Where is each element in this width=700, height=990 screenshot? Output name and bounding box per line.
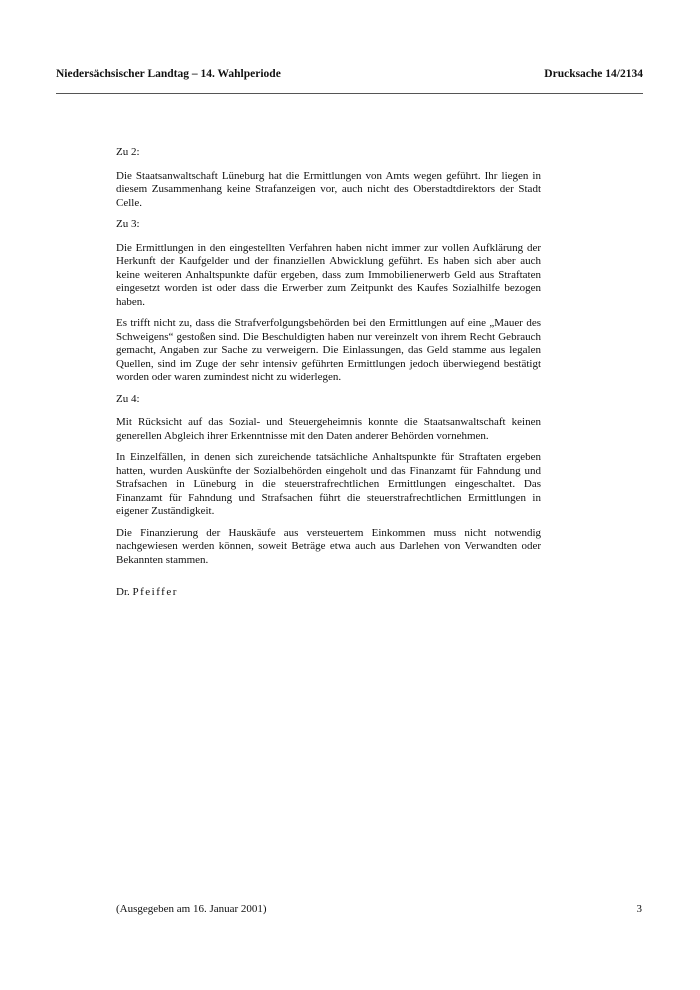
section-label-zu-4: Zu 4: xyxy=(116,392,140,405)
paragraph-zu-3-2: Es trifft nicht zu, dass die Strafverfolgungsbehörden bei den Ermittlungen auf eine „Mauer des Schweigens“ gestoßen sind. Die Beschuldigten haben nur vereinzelt von ihrem Recht Gebrauch gemacht, Angaben zur Sache zu verweigern. Die Einlassungen, das Geld stamme aus legalen Quellen, sind im Zuge der sehr intensiv geführten Ermittlungen jedoch überwiegend bestätigt worden oder waren zumindest nicht zu widerlegen. xyxy=(116,317,541,383)
signature xyxy=(116,586,178,600)
section-label-zu-3: Zu 3: xyxy=(116,218,140,230)
page-number: 3 xyxy=(636,903,642,915)
signature-name: Pfeiffer xyxy=(132,586,178,598)
header-divider xyxy=(56,93,643,94)
signature-title: Dr. xyxy=(116,586,130,598)
issue-date: (Ausgegeben am 16. Januar 2001) xyxy=(116,903,267,915)
document-number: Drucksache 14/2134 xyxy=(544,68,643,80)
paragraph-zu-4-3: Die Finanzierung der Hauskäufe aus versteuertem Einkommen muss nicht notwendig nachgewiesen werden können, soweit Beträge etwa auch aus Darlehen von Verwandten oder Bekannten stammen. xyxy=(116,526,541,566)
paragraph-zu-4-2: In Einzelfällen, in denen sich zureichende tatsächliche Anhaltspunkte für Straftaten ergeben hatten, wurden Auskünfte der Sozialbehörden eingeholt und das Finanzamt für Fahndung und Strafsachen in Lüneburg in die steuerstrafrechtlichen Ermittlungen eingeschaltet. Das Finanzamt für Fahndung und Strafsachen führt die steuerstrafrechtlichen Ermittlungen in eigener Zuständigkeit. xyxy=(116,451,541,517)
paragraph-zu-4-1: Mit Rücksicht auf das Sozial- und Steuergeheimnis konnte die Staatsanwaltschaft keinen generellen Abgleich ihrer Erkenntnisse mit den Daten anderer Behörden vornehmen. xyxy=(116,416,541,442)
document-body xyxy=(116,146,541,575)
parliament-title: Niedersächsischer Landtag – 14. Wahlperiode xyxy=(56,68,281,80)
section-label-zu-2: Zu 2: xyxy=(116,146,140,158)
paragraph-zu-2: Die Staatsanwaltschaft Lüneburg hat die Ermittlungen von Amts wegen geführt. Ihr liegen in diesem Zusammenhang keine Strafanzeigen vor, auch nicht des Oberstadtdirektors der Stadt Celle. xyxy=(116,169,541,209)
paragraph-zu-3-1: Die Ermittlungen in den eingestellten Verfahren haben nicht immer zur vollen Aufklärung der Herkunft der Kaufgelder und der finanziellen Abwicklung geführt. Es haben sich aber auch keine weiteren Anhaltspunkte dafür ergeben, dass zum Immobilienerwerb Geld aus Straftaten eingesetzt worden ist oder dass die Erwerber zum Zeitpunkt des Kaufes Sozialhilfe bezogen haben. xyxy=(116,241,541,308)
page-header xyxy=(56,67,643,81)
